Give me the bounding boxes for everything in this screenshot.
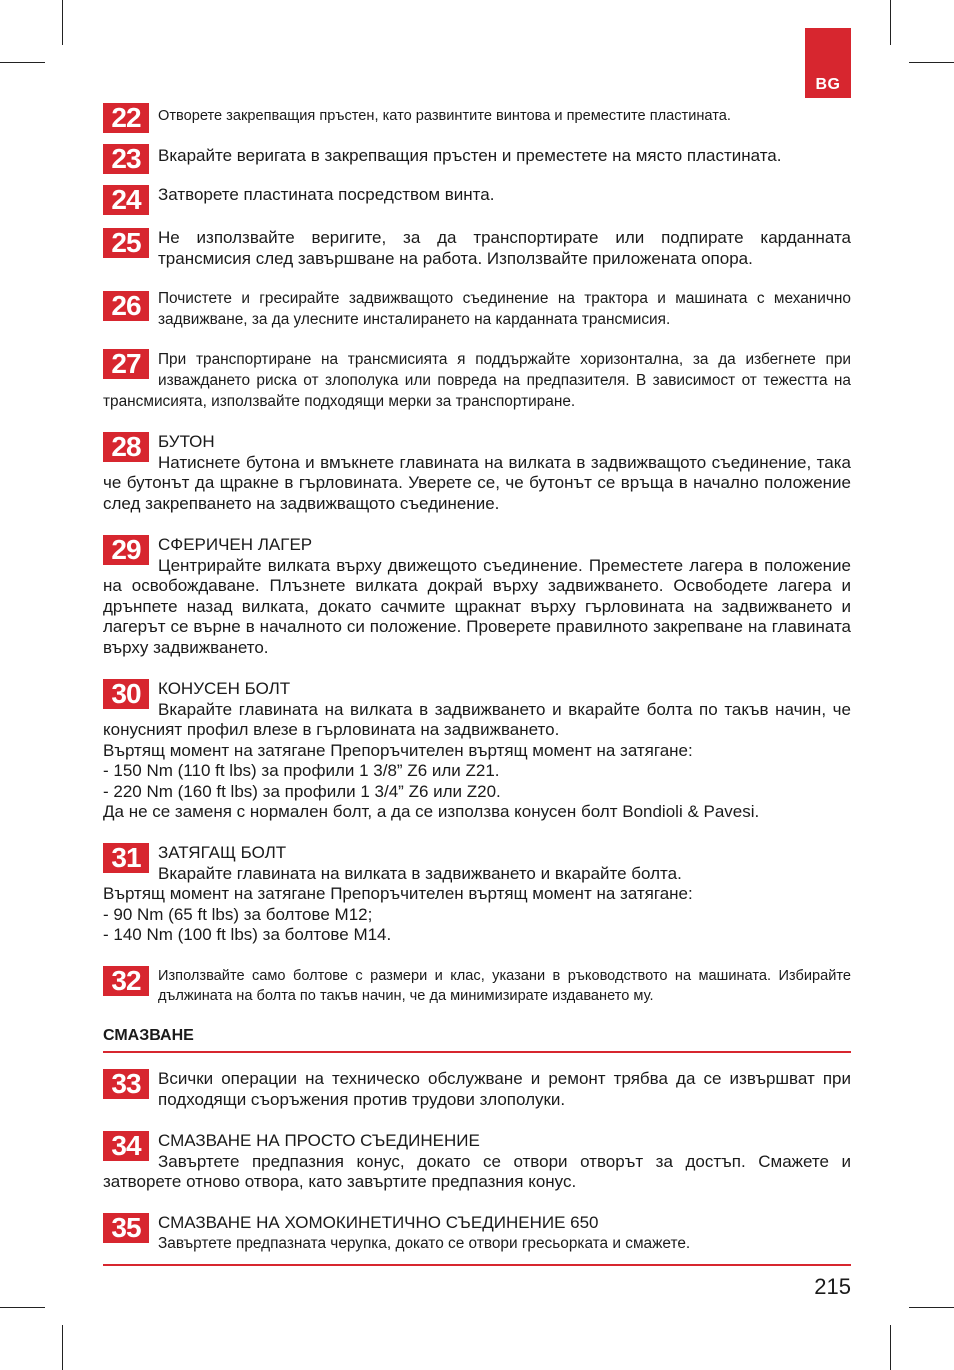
step-text: Центрирайте вилката върху движещото съединение. Преместете лагера в положение на освобождаване. Плъзнете вилката докрай върху задвижването. Освободете лагера и дрънпете назад вилката, докато сачмите щракнат върху гърловината на задвижването и лагерът се върне в началното си положение. Проверете правилното закрепване на главината върху задвижването. <box>103 555 851 657</box>
step-number: 26 <box>103 291 149 321</box>
step-line: - 220 Nm (160 ft lbs) за профили 1 3/4” Z6 или Z20. <box>103 781 501 801</box>
step-26 <box>103 288 851 330</box>
step-33 <box>103 1069 851 1110</box>
step-text: При транспортиране на трансмисията я поддържайте хоризонтална, за да избегнете при изваждането риска от злополука или повреда на предпазителя. В зависимост от тежестта на трансмисията, използвайте подходящи мерки за транспортиране. <box>103 351 851 410</box>
step-text: Почистете и гресирайте задвижващото съединение на трактора и машината с механично задвижване, за да улесните инсталирането на карданната трансмисия. <box>158 290 851 328</box>
step-number: 29 <box>103 535 149 565</box>
crop-mark <box>890 0 891 45</box>
step-text: Завъртете предпазната черупка, докато се отвори гресьорката и смажете. <box>158 1234 691 1252</box>
crop-mark <box>0 62 45 63</box>
step-text: Всички операции на техническо обслужване и ремонт трябва да се извършват при подходящи съоръжения против трудови злополуки. <box>158 1069 851 1109</box>
step-title: КОНУСЕН БОЛТ <box>158 679 291 698</box>
step-number: 33 <box>103 1069 149 1099</box>
step-line: - 150 Nm (110 ft lbs) за профили 1 3/8” Z6 или Z21. <box>103 761 500 780</box>
step-text: Затворете пластината посредством винта. <box>158 185 495 204</box>
step-title: ЗАТЯГАЩ БОЛТ <box>158 843 287 862</box>
step-number: 30 <box>103 679 149 709</box>
step-text: Използвайте само болтове с размери и клас, указани в ръководството на машината. Избирайте дължината на болта по такъв начин, че да минимизирате издаването му. <box>158 968 851 1004</box>
step-text: Вкарайте главината на вилката в задвижването и вкарайте болта по такъв начин, че конусният профил влезе в гърловината на задвижването. <box>103 699 851 739</box>
step-text: Не използвайте веригите, за да транспортирате или подпирате карданната трансмисия след завършване на работа. Използвайте приложената опора. <box>158 228 851 268</box>
crop-mark <box>0 1307 45 1308</box>
section-title: СМАЗВАНЕ <box>103 1027 851 1053</box>
crop-mark <box>62 0 63 45</box>
step-30 <box>103 679 851 823</box>
step-number: 25 <box>103 228 149 258</box>
step-line: - 90 Nm (65 ft lbs) за болтове M12; <box>103 904 373 924</box>
step-number: 27 <box>103 349 149 379</box>
step-31 <box>103 843 851 946</box>
step-text: Натиснете бутона и вмъкнете главината на вилката в задвижващото съединение, така че бутонът да щракне в гърловината. Уверете се, че бутонът се връща в начално положение след закрепването на задвижващото съединение. <box>103 452 851 513</box>
step-text: Отворете закрепващия пръстен, като развинтите винтова и преместите пластината. <box>158 108 731 124</box>
step-title: СМАЗВАНЕ НА ХОМОКИНЕТИЧНО СЪЕДИНЕНИЕ 650 <box>158 1213 599 1232</box>
step-number: 31 <box>103 843 149 873</box>
crop-mark <box>62 1325 63 1370</box>
step-23 <box>103 144 851 174</box>
step-number: 23 <box>103 144 149 174</box>
step-line: Да не се заменя с нормален болт, а да се използва конусен болт Bondioli & Pavesi. <box>103 802 760 821</box>
crop-mark <box>890 1325 891 1370</box>
step-24 <box>103 185 851 215</box>
step-title: СМАЗВАНЕ НА ПРОСТО СЪЕДИНЕНИЕ <box>158 1131 480 1150</box>
step-number: 22 <box>103 103 149 133</box>
language-tab: BG <box>805 28 851 98</box>
footer-divider <box>103 1264 851 1266</box>
step-35 <box>103 1213 851 1254</box>
step-line: - 140 Nm (100 ft lbs) за болтове M14. <box>103 925 392 944</box>
step-28 <box>103 432 851 514</box>
step-title: СФЕРИЧЕН ЛАГЕР <box>158 535 313 554</box>
step-22 <box>103 103 851 133</box>
step-34 <box>103 1131 851 1193</box>
step-text: Вкарайте веригата в закрепващия пръстен и преместете на място пластината. <box>158 146 782 165</box>
step-27 <box>103 349 851 412</box>
step-number: 28 <box>103 432 149 462</box>
step-25 <box>103 228 851 269</box>
step-number: 32 <box>103 966 149 996</box>
step-number: 35 <box>103 1213 149 1243</box>
crop-mark <box>909 62 954 63</box>
crop-mark <box>909 1307 954 1308</box>
step-32 <box>103 966 851 1006</box>
page-number: 215 <box>814 1274 851 1299</box>
step-line: Въртящ момент на затягане Препоръчителен въртящ момент на затягане: <box>103 884 693 903</box>
step-number: 24 <box>103 185 149 215</box>
step-title: БУТОН <box>158 432 215 451</box>
step-number: 34 <box>103 1131 149 1161</box>
step-text: Завъртете предпазния конус, докато се отвори отворът за достъп. Смажете и затворете отново отвора, като завъртите предпазния конус. <box>103 1151 851 1191</box>
step-29 <box>103 535 851 658</box>
step-line: Въртящ момент на затягане Препоръчителен въртящ момент на затягане: <box>103 740 693 760</box>
step-text: Вкарайте главината на вилката в задвижването и вкарайте болта. <box>158 863 682 883</box>
